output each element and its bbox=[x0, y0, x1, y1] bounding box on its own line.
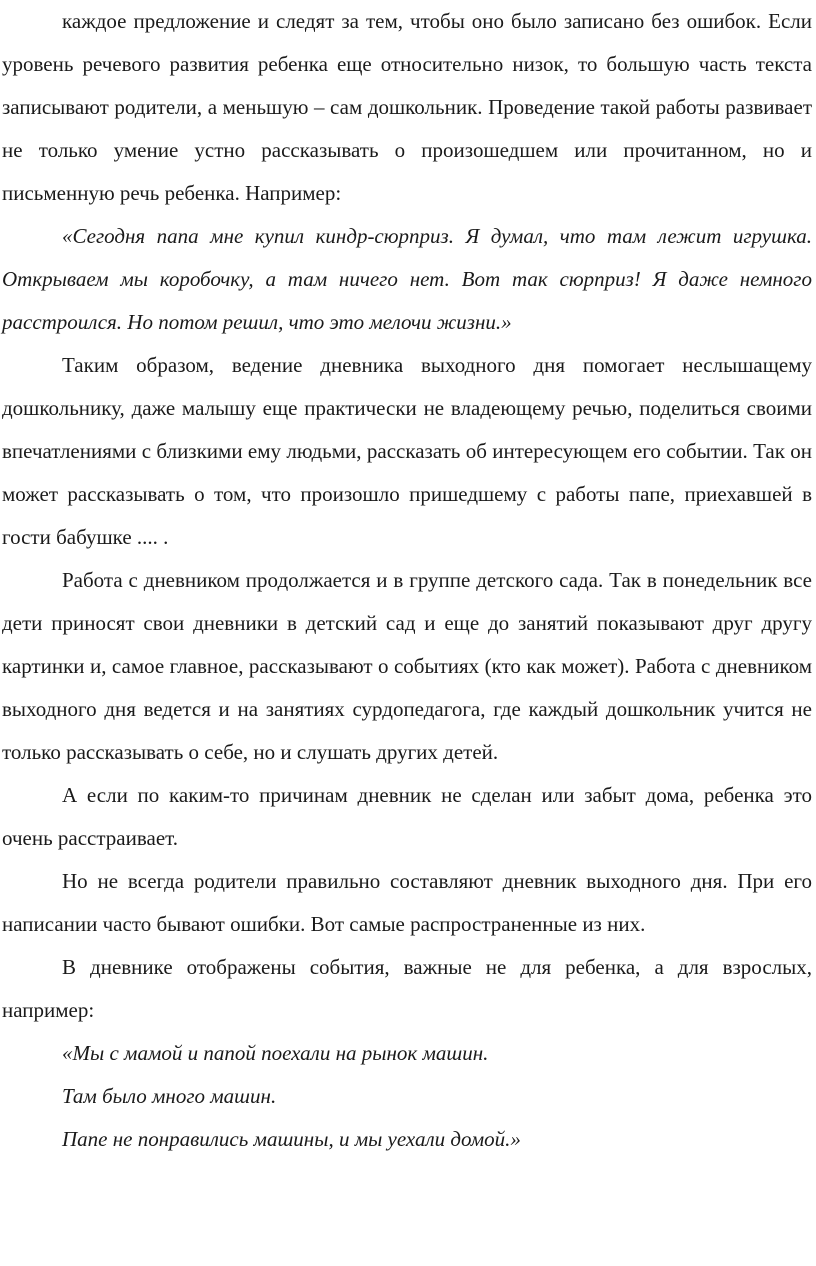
example-quote-surprise: «Сегодня папа мне купил киндр-сюрприз. Я думал, что там лежит игрушка. Открываем мы коробочку, а там ничего нет. Вот так сюрприз! Я даже немного расстроился. Но потом решил, что это мелочи жизни.» bbox=[2, 224, 812, 334]
paragraph-diary-writing: каждое предложение и следят за тем, чтобы оно было записано без ошибок. Если уровень речевого развития ребенка еще относительно низок, то большую часть текста записывают родители, а меньшую – сам дошкольник. Проведение такой работы развивает не только умение устно рассказывать о произошедшем или прочитанном, но и письменную речь ребенка. Например: bbox=[2, 9, 812, 205]
paragraph-common-mistakes: Но не всегда родители правильно составляют дневник выходного дня. При его написании часто бывают ошибки. Вот самые распространенные из них. bbox=[2, 869, 812, 936]
paragraph-adult-events: В дневнике отображены события, важные не для ребенка, а для взрослых, например: bbox=[2, 955, 812, 1022]
example-line-many-cars: Там было много машин. bbox=[62, 1084, 277, 1108]
example-line-went-home: Папе не понравились машины, и мы уехали домой.» bbox=[62, 1127, 521, 1151]
example-line-market: «Мы с мамой и папой поехали на рынок машин. bbox=[62, 1041, 489, 1065]
paragraph-kindergarten-work: Работа с дневником продолжается и в группе детского сада. Так в понедельник все дети приносят свои дневники в детский сад и еще до занятий показывают друг другу картинки и, самое главное, рассказывают о событиях (кто как может). Работа с дневником выходного дня ведется и на занятиях сурдопедагога, где каждый дошкольник учится не только рассказывать о себе, но и слушать других детей. bbox=[2, 568, 812, 764]
paragraph-forgotten-diary: А если по каким-то причинам дневник не сделан или забыт дома, ребенка это очень расстраивает. bbox=[2, 783, 812, 850]
paragraph-conclusion: Таким образом, ведение дневника выходного дня помогает неслышащему дошкольнику, даже малышу еще практически не владеющему речью, поделиться своими впечатлениями с близкими ему людьми, рассказать об интересующем его событии. Так он может рассказывать о том, что произошло пришедшему с работы папе, приехавшей в гости бабушке .... . bbox=[2, 353, 812, 549]
